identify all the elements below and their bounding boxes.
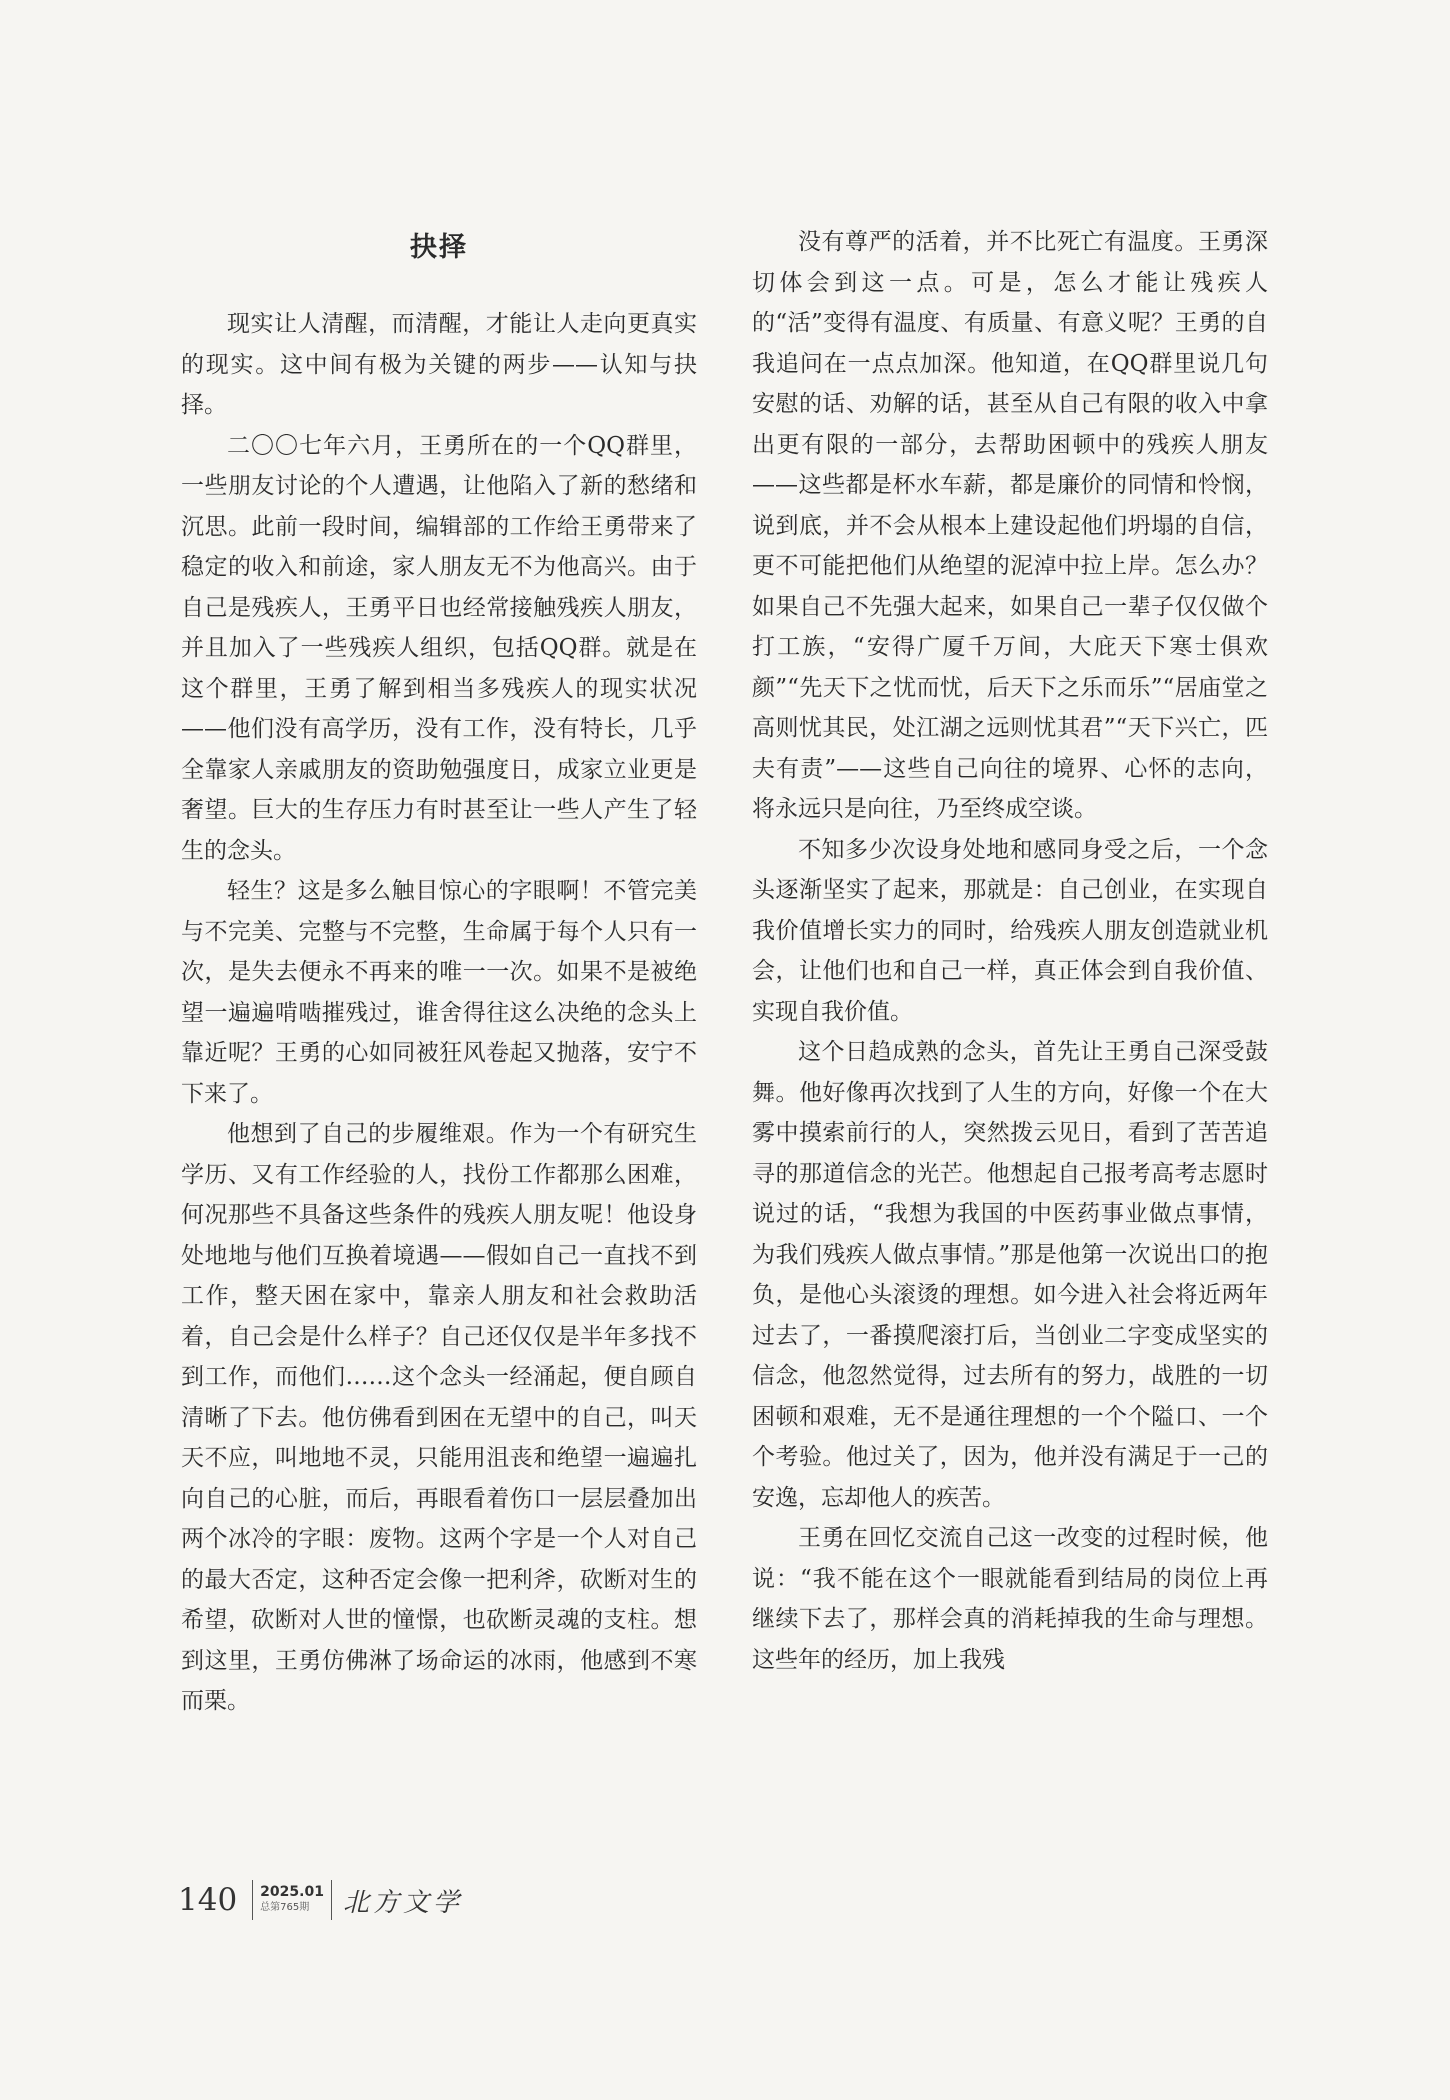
paragraph: 没有尊严的活着，并不比死亡有温度。王勇深切体会到这一点。可是，怎么才能让残疾人的“活”变得有温度、有质量、有意义呢？王勇的自我追问在一点点加深。他知道，在QQ群里说几句安慰的话、劝解的话，甚至从自己有限的收入中拿出更有限的一部分，去帮助困顿中的残疾人朋友——这些都是杯水车薪，都是廉价的同情和怜悯，说到底，并不会从根本上建设起他们坍塌的自信，更不可能把他们从绝望的泥淖中拉上岸。怎么办？如果自己不先强大起来，如果自己一辈子仅仅做个打工族，“安得广厦千万间，大庇天下寒士俱欢颜”“先天下之忧而忧，后天下之乐而乐”“居庙堂之高则忧其民，处江湖之远则忧其君”“天下兴亡，匹夫有责”——这些自己向往的境界、心怀的志向，将永远只是向往，乃至终成空谈。 — [752, 229, 1268, 822]
issue-total: 总第765期 — [260, 1902, 310, 1913]
paragraph: 轻生？这是多么触目惊心的字眼啊！不管完美与不完美、完整与不完整，生命属于每个人只有一次，是失去便永不再来的唯一一次。如果不是被绝望一遍遍啃啮摧残过，谁舍得往这么决绝的念头上靠近呢？王勇的心如同被狂风卷起又抛落，安宁不下来了。 — [181, 878, 697, 1107]
footer-divider — [252, 1880, 253, 1920]
paragraph: 王勇在回忆交流自己这一改变的过程时候，他说：“我不能在这个一眼就能看到结局的岗位上再继续下去了，那样会真的消耗掉我的生命与理想。这些年的经历，加上我残 — [752, 1525, 1268, 1673]
right-column — [752, 222, 1268, 1680]
issue-info — [260, 1884, 324, 1916]
footer-divider — [331, 1880, 332, 1920]
left-column — [181, 222, 697, 1722]
page-number: 140 — [178, 1882, 238, 1918]
page-footer — [178, 1878, 463, 1922]
article-title: 抉择 — [410, 232, 468, 263]
paragraph: 他想到了自己的步履维艰。作为一个有研究生学历、又有工作经验的人，找份工作都那么困难，何况那些不具备这些条件的残疾人朋友呢！他设身处地地与他们互换着境遇——假如自己一直找不到工作，整天困在家中，靠亲人朋友和社会救助活着，自己会是什么样子？自己还仅仅是半年多找不到工作，而他们……这个念头一经涌起，便自顾自清晰了下去。他仿佛看到困在无望中的自己，叫天天不应，叫地地不灵，只能用沮丧和绝望一遍遍扎向自己的心脏，而后，再眼看着伤口一层层叠加出两个冰冷的字眼：废物。这两个字是一个人对自己的最大否定，这种否定会像一把利斧，砍断对生的希望，砍断对人世的憧憬，也砍断灵魂的支柱。想到这里，王勇仿佛淋了场命运的冰雨，他感到不寒而栗。 — [181, 1121, 697, 1714]
issue-date: 2025.01 — [260, 1884, 324, 1900]
paragraph: 不知多少次设身处地和感同身受之后，一个念头逐渐坚实了起来，那就是：自己创业，在实现自我价值增长实力的同时，给残疾人朋友创造就业机会，让他们也和自己一样，真正体会到自我价值、实现自我价值。 — [752, 836, 1268, 1025]
paragraph: 二〇〇七年六月，王勇所在的一个QQ群里，一些朋友讨论的个人遭遇，让他陷入了新的愁绪和沉思。此前一段时间，编辑部的工作给王勇带来了稳定的收入和前途，家人朋友无不为他高兴。由于自己是残疾人，王勇平日也经常接触残疾人朋友，并且加入了一些残疾人组织，包括QQ群。就是在这个群里，王勇了解到相当多残疾人的现实状况——他们没有高学历，没有工作，没有特长，几乎全靠家人亲戚朋友的资助勉强度日，成家立业更是奢望。巨大的生存压力有时甚至让一些人产生了轻生的念头。 — [181, 432, 697, 864]
paragraph: 现实让人清醒，而清醒，才能让人走向更真实的现实。这中间有极为关键的两步——认知与抉择。 — [181, 311, 697, 418]
paragraph: 这个日趋成熟的念头，首先让王勇自己深受鼓舞。他好像再次找到了人生的方向，好像一个在大雾中摸索前行的人，突然拨云见日，看到了苦苦追寻的那道信念的光芒。他想起自己报考高考志愿时说过的话，“我想为我国的中医药事业做点事情，为我们残疾人做点事情。”那是他第一次说出口的抱负，是他心头滚烫的理想。如今进入社会将近两年过去了，一番摸爬滚打后，当创业二字变成坚实的信念，他忽然觉得，过去所有的努力，战胜的一切困顿和艰难，无不是通往理想的一个个隘口、一个个考验。他过关了，因为，他并没有满足于一己的安逸，忘却他人的疾苦。 — [752, 1039, 1268, 1511]
magazine-logo: 北方文学 — [342, 1887, 463, 1918]
